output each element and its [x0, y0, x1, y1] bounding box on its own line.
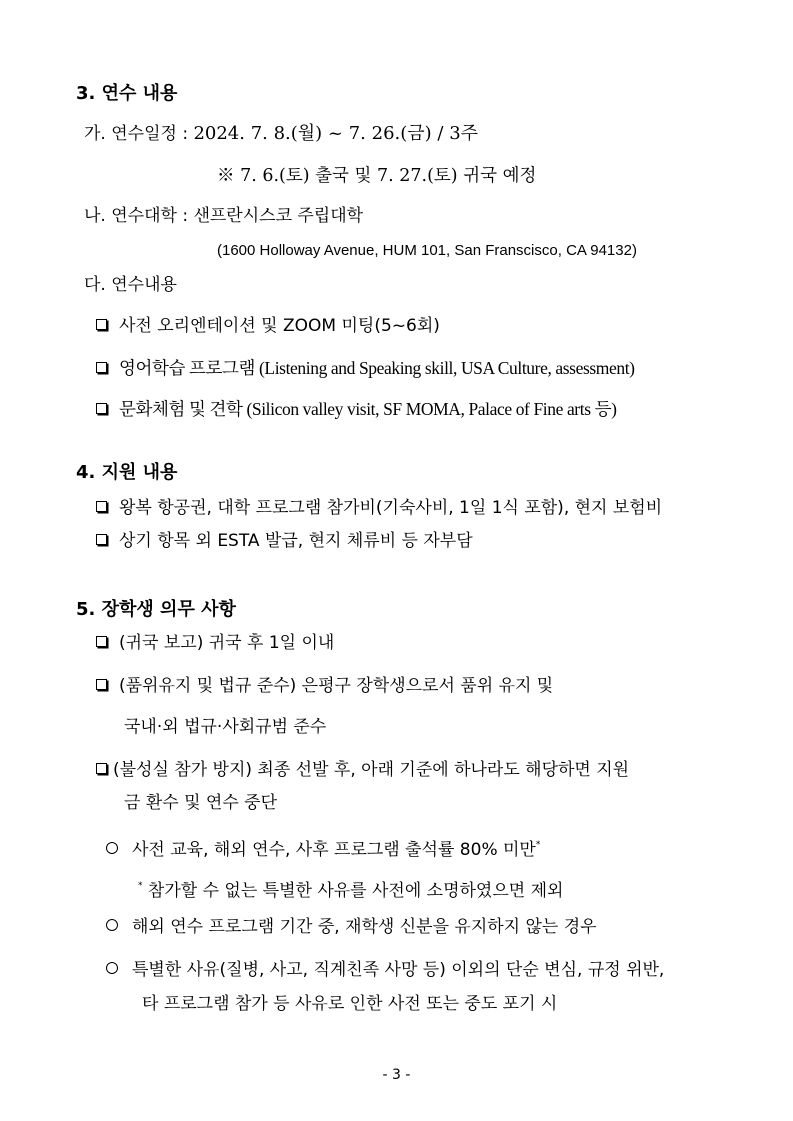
content-item-text: 영어학습 프로그램 (Listening and Speaking skill, USA Culture, assessment)	[119, 358, 635, 378]
support-item	[96, 530, 473, 552]
footnote-text: 참가할 수 없는 특별한 사유를 사전에 소명하였으면 제외	[142, 881, 564, 901]
support-item-text: 상기 항목 외 ESTA 발급, 현지 체류비 등 자부담	[119, 531, 473, 551]
criteria-item	[106, 834, 540, 861]
university-name: 샌프란시스코 주립대학	[193, 206, 364, 226]
content-label: 다. 연수내용	[84, 275, 177, 295]
criteria-footnote	[138, 875, 563, 902]
duty-item-continuation: 금 환수 및 연수 중단	[124, 793, 277, 813]
schedule-label: 가. 연수일정 :	[84, 124, 194, 144]
duty-item	[96, 759, 629, 781]
checkbox-icon	[96, 362, 107, 373]
criteria-item-text: 특별한 사유(질병, 사고, 직계친족 사망 등) 이외의 단순 변심, 규정 위반,	[132, 960, 665, 980]
duty-item-continuation: 국내·외 법규·사회규범 준수	[124, 717, 327, 737]
criteria-item-text: 사전 교육, 해외 연수, 사후 프로그램 출석률 80% 미만	[132, 840, 536, 860]
duty-item-text: (품위유지 및 법규 준수) 은평구 장학생으로서 품위 유지 및	[119, 676, 554, 696]
checkbox-icon	[96, 403, 107, 414]
criteria-item-continuation: 타 프로그램 참가 등 사유로 인한 사전 또는 중도 포기 시	[142, 994, 558, 1014]
support-item	[96, 497, 662, 519]
criteria-item	[106, 916, 597, 938]
checkbox-icon	[96, 763, 107, 774]
circle-bullet-icon	[106, 962, 118, 974]
checkbox-icon	[96, 679, 107, 690]
duty-item-text: (귀국 보고) 귀국 후 1일 이내	[119, 633, 335, 653]
circle-bullet-icon	[106, 919, 118, 931]
checkbox-icon	[96, 319, 107, 330]
duty-item-text: (불성실 참가 방지) 최종 선발 후, 아래 기준에 하나라도 해당하면 지원	[113, 760, 630, 780]
footnote-marker: *	[138, 881, 143, 891]
criteria-item	[106, 959, 664, 981]
checkbox-icon	[96, 534, 107, 545]
content-item-text: 사전 오리엔테이션 및 ZOOM 미팅(5~6회)	[119, 316, 440, 336]
content-item	[96, 398, 617, 421]
schedule-value: 2024. 7. 8.(월) ~ 7. 26.(금) / 3주	[193, 123, 479, 144]
support-item-text: 왕복 항공권, 대학 프로그램 참가비(기숙사비, 1일 1식 포함), 현지 보험비	[119, 498, 663, 518]
content-item-text: 문화체험 및 견학 (Silicon valley visit, SF MOMA, Palace of Fine arts 등)	[119, 399, 617, 419]
criteria-item-text: 해외 연수 프로그램 기간 중, 재학생 신분을 유지하지 않는 경우	[132, 917, 597, 937]
content-item	[96, 357, 635, 380]
duty-item	[96, 675, 553, 697]
circle-bullet-icon	[106, 842, 118, 854]
page-number: - 3 -	[382, 1067, 411, 1083]
departure-note: ※ 7. 6.(토) 출국 및 7. 27.(토) 귀국 예정	[217, 166, 537, 186]
schedule-row	[84, 123, 478, 145]
university-address: (1600 Holloway Avenue, HUM 101, San Franscisco, CA 94132)	[217, 242, 637, 259]
duty-item	[96, 632, 334, 654]
university-label: 나. 연수대학 :	[84, 206, 194, 226]
university-row	[84, 205, 363, 227]
section-5-heading: 5. 장학생 의무 사항	[76, 599, 236, 620]
section-3-heading: 3. 연수 내용	[76, 83, 178, 104]
content-item	[96, 315, 440, 337]
footnote-marker: *	[535, 840, 541, 850]
checkbox-icon	[96, 636, 107, 647]
section-4-heading: 4. 지원 내용	[76, 462, 178, 483]
checkbox-icon	[96, 501, 107, 512]
